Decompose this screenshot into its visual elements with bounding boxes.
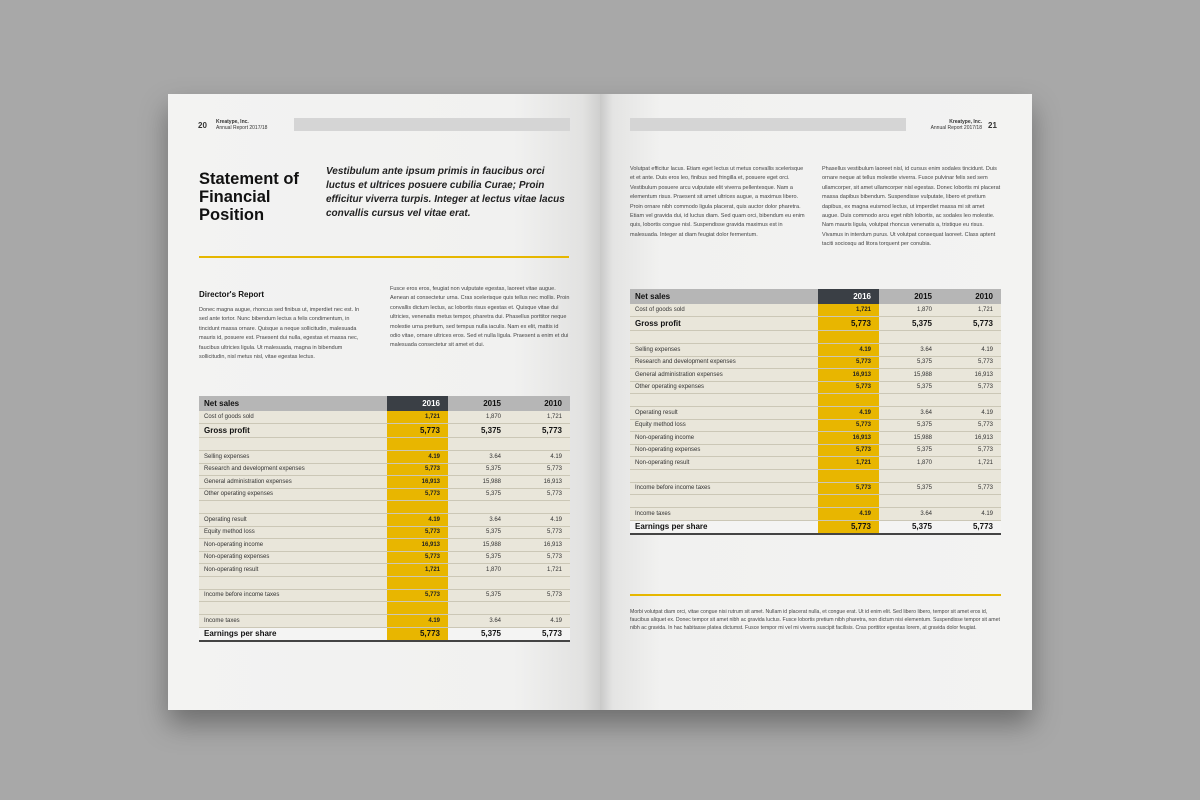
spacer-cell: [509, 501, 570, 514]
table-row: [199, 488, 570, 501]
value-2010: 5,773: [509, 488, 570, 501]
header-bar-right: [630, 118, 906, 131]
row-label: Earnings per share: [199, 627, 387, 641]
value-2015: 3.64: [448, 615, 509, 628]
value-2010: 5,773: [509, 551, 570, 564]
row-label: Non-operating income: [630, 432, 818, 445]
spacer-cell: [879, 394, 940, 407]
right-page: [600, 94, 1032, 710]
value-2016: 5,773: [818, 520, 879, 534]
spacer-cell: [387, 602, 448, 615]
value-2015: 5,375: [879, 419, 940, 432]
row-label: Equity method loss: [630, 419, 818, 432]
header-report: Annual Report 2017/18: [216, 125, 268, 131]
spacer-cell: [448, 438, 509, 451]
value-2016: 1,721: [818, 304, 879, 317]
row-label: Other operating expenses: [630, 381, 818, 394]
table-row: [630, 344, 1001, 357]
row-label: Selling expenses: [199, 451, 387, 464]
value-2016: 5,773: [818, 317, 879, 331]
value-2016: 1,721: [387, 564, 448, 577]
table-row: [199, 627, 570, 641]
table-row: [630, 457, 1001, 470]
table-row: [199, 551, 570, 564]
header-report-right: Annual Report 2017/18: [930, 125, 982, 131]
value-2015: 3.64: [879, 344, 940, 357]
running-header: [216, 119, 267, 131]
value-2015: 5,375: [879, 317, 940, 331]
value-2010: 4.19: [509, 514, 570, 527]
value-2010: 1,721: [509, 411, 570, 424]
value-2010: 4.19: [940, 344, 1001, 357]
value-2015: 3.64: [448, 451, 509, 464]
value-2016: 5,773: [818, 482, 879, 495]
value-2016: 5,773: [818, 356, 879, 369]
value-2010: 5,773: [940, 520, 1001, 534]
row-label: Cost of goods sold: [630, 304, 818, 317]
spacer-cell: [448, 576, 509, 589]
spacer-cell: [387, 576, 448, 589]
value-2015: 3.64: [879, 407, 940, 420]
value-2010: 5,773: [940, 444, 1001, 457]
row-label: Non-operating result: [199, 564, 387, 577]
row-label: Gross profit: [199, 424, 387, 438]
value-2010: 16,913: [509, 476, 570, 489]
year-2010-header: 2010: [940, 289, 1001, 304]
value-2016: 4.19: [818, 407, 879, 420]
value-2010: 5,773: [940, 317, 1001, 331]
value-2015: 1,870: [879, 457, 940, 470]
header-company: Kreatype, Inc.: [216, 119, 249, 125]
value-2016: 5,773: [387, 463, 448, 476]
value-2016: 5,773: [818, 444, 879, 457]
value-2016: 1,721: [387, 411, 448, 424]
value-2015: 5,375: [448, 488, 509, 501]
table-row: [630, 317, 1001, 331]
spacer-cell: [879, 331, 940, 344]
value-2010: 4.19: [940, 407, 1001, 420]
table-row: [630, 444, 1001, 457]
value-2010: 4.19: [509, 615, 570, 628]
spacer-cell: [199, 501, 387, 514]
value-2010: 16,913: [940, 369, 1001, 382]
value-2016: 4.19: [387, 451, 448, 464]
value-2016: 16,913: [818, 432, 879, 445]
value-2010: 5,773: [509, 463, 570, 476]
table-row: [630, 520, 1001, 534]
body-column-3: Volutpat efficitur lacus. Etiam eget lectus ut metus convallis scelerisque et et ante. Duis eros leo, finibus sed fringilla et, posuere eget orci. Vestibulum posuere arcu vulputate elit viverra pellentesque. Nam a elementum risus. Praesent sit amet ultrices augue, a maximus libero. Proin ornare nibh commodo ligula placerat, quis auctor dolor pharetra. Etiam vel gravida dui, id luctus diam. Sed quam orci, bibendum eu enim quis, lobortis congue nisl. Suspendisse gravida maximus est in malesuada. Integer at diam feugiat dolor fermentum.: [630, 166, 805, 238]
page-title: Statement of Financial Position: [199, 170, 299, 224]
footnote: Morbi volutpat diam orci, vitae congue nisi rutrum sit amet. Nullam id placerat nulla, et congue erat. Ut id enim elit. Sed libero libero, tempor sit amet eros id, faucibus aliquet ex. Donec tempor sit amet nibh ac gravida luctus. Fusce lobortis pretium nibh pharetra, non dictum nisi elementum. Suspendisse tempor sit amet nibh ac gravida. In hac habitasse platea dictumst. Fusce tempor mi vel mi viverra suscipit facilisis. Cras porttitor egestas lorem, at gravida dolor feugiat.: [630, 609, 1000, 631]
row-label: Operating result: [630, 407, 818, 420]
value-2016: 4.19: [387, 615, 448, 628]
table-row: [199, 615, 570, 628]
value-2010: 5,773: [509, 627, 570, 641]
row-label: Non-operating expenses: [630, 444, 818, 457]
value-2015: 5,375: [448, 424, 509, 438]
table-row: [630, 304, 1001, 317]
spacer-cell: [818, 331, 879, 344]
value-2015: 15,988: [879, 369, 940, 382]
value-2010: 5,773: [509, 526, 570, 539]
left-page: [168, 94, 600, 710]
value-2015: 5,375: [448, 627, 509, 641]
value-2015: 1,870: [448, 411, 509, 424]
spacer-cell: [630, 469, 818, 482]
spacer-cell: [199, 576, 387, 589]
spacer-cell: [509, 438, 570, 451]
value-2015: 5,375: [448, 463, 509, 476]
value-2015: 3.64: [448, 514, 509, 527]
value-2015: 5,375: [448, 589, 509, 602]
table-spacer-row: [630, 331, 1001, 344]
header-company-right: Kreatype, Inc.: [949, 119, 982, 125]
value-2010: 16,913: [940, 432, 1001, 445]
row-label: Cost of goods sold: [199, 411, 387, 424]
spacer-cell: [448, 602, 509, 615]
value-2015: 5,375: [879, 520, 940, 534]
table-spacer-row: [199, 438, 570, 451]
table-spacer-row: [630, 469, 1001, 482]
value-2010: 4.19: [940, 508, 1001, 521]
row-label: Income taxes: [630, 508, 818, 521]
spacer-cell: [630, 331, 818, 344]
value-2010: 16,913: [509, 539, 570, 552]
row-label: Selling expenses: [630, 344, 818, 357]
value-2016: 4.19: [818, 344, 879, 357]
value-2016: 1,721: [818, 457, 879, 470]
value-2016: 4.19: [818, 508, 879, 521]
value-2010: 5,773: [509, 589, 570, 602]
financial-table-right: [630, 289, 1001, 535]
table-row: [199, 564, 570, 577]
year-2015-header: 2015: [448, 396, 509, 411]
table-row: [630, 356, 1001, 369]
table-row: [630, 407, 1001, 420]
value-2015: 5,375: [879, 356, 940, 369]
table-row: [199, 539, 570, 552]
spacer-cell: [879, 495, 940, 508]
value-2016: 5,773: [818, 381, 879, 394]
spacer-cell: [940, 469, 1001, 482]
row-label: General administration expenses: [199, 476, 387, 489]
table-spacer-row: [630, 495, 1001, 508]
row-label: Research and development expenses: [199, 463, 387, 476]
spacer-cell: [818, 469, 879, 482]
table-row: [199, 526, 570, 539]
table-spacer-row: [630, 394, 1001, 407]
body-column-1: Donec magna augue, rhoncus sed finibus ut, imperdiet nec est. In sed ante tortor. Nunc bibendum lectus a felis condimentum, in tincidunt massa ornare. Quisque a neque sollicitudin, malesuada mauris id, posuere est. Praesent dui nulla, egestas et massa nec, faucibus ultricies ligula. Ut malesuada, magna in bibendum sollicitudin, nisl metus nisl, vitae egestas lectus.: [199, 307, 360, 361]
spacer-cell: [818, 394, 879, 407]
table-row: [199, 411, 570, 424]
table-spacer-row: [199, 602, 570, 615]
row-label: Earnings per share: [630, 520, 818, 534]
table-row: [630, 369, 1001, 382]
value-2016: 4.19: [387, 514, 448, 527]
value-2010: 5,773: [940, 482, 1001, 495]
table-row: [630, 381, 1001, 394]
value-2016: 16,913: [387, 476, 448, 489]
body-column-2: Fusce eros eros, feugiat non vulputate egestas, laoreet vitae augue. Aenean at consectetur urna. Cras scelerisque quis tellus nec mollis. Proin convallis dictum lectus, ac lobortis risus egestas et. Quisque vitae dui ultricies, venenatis metus tempor, pharetra dui. Phasellus porttitor neque molestie urna pretium, sed tempus nulla iaculis. Nam ex elit, mattis id odio vitae, ornare ultrices eros. Sed et nulla ligula. Praesent a enim et dui malesuada consectetur sit amet et dui.: [390, 286, 570, 349]
table-row: [199, 451, 570, 464]
table-row: [630, 419, 1001, 432]
running-header-right: [916, 119, 982, 131]
value-2015: 3.64: [879, 508, 940, 521]
value-2016: 5,773: [387, 488, 448, 501]
value-2015: 15,988: [448, 476, 509, 489]
value-2015: 5,375: [448, 551, 509, 564]
spacer-cell: [387, 501, 448, 514]
table-header-label: Net sales: [199, 396, 387, 411]
spacer-cell: [940, 394, 1001, 407]
value-2016: 5,773: [818, 419, 879, 432]
accent-rule-right: [630, 594, 1001, 596]
row-label: Income taxes: [199, 615, 387, 628]
year-2016-header: 2016: [387, 396, 448, 411]
value-2015: 1,870: [879, 304, 940, 317]
table-spacer-row: [199, 501, 570, 514]
value-2010: 4.19: [509, 451, 570, 464]
row-label: Income before income taxes: [630, 482, 818, 495]
lead-paragraph: Vestibulum ante ipsum primis in faucibus orci luctus et ultrices posuere cubilia Curae; Proin efficitur viverra turpis. Integer at lectus vitae lacus convallis cursus vel vitae erat.: [326, 166, 565, 219]
accent-rule: [199, 256, 569, 258]
header-bar: [294, 118, 570, 131]
year-2016-header: 2016: [818, 289, 879, 304]
page-number-right: 21: [988, 121, 997, 130]
value-2015: 1,870: [448, 564, 509, 577]
table-row: [199, 424, 570, 438]
value-2010: 5,773: [509, 424, 570, 438]
value-2016: 5,773: [387, 551, 448, 564]
spacer-cell: [509, 602, 570, 615]
page-number: 20: [198, 121, 207, 130]
value-2010: 1,721: [940, 457, 1001, 470]
table-row: [630, 432, 1001, 445]
value-2010: 1,721: [509, 564, 570, 577]
value-2010: 5,773: [940, 356, 1001, 369]
row-label: Non-operating income: [199, 539, 387, 552]
value-2010: 5,773: [940, 419, 1001, 432]
value-2010: 1,721: [940, 304, 1001, 317]
spacer-cell: [940, 331, 1001, 344]
spacer-cell: [387, 438, 448, 451]
body-column-4: Phasellus vestibulum laoreet nisl, id cursus enim sodales tincidunt. Duis ornare neque at tellus molestie viverra. Fusce pulvinar felis sed sem ullamcorper, sit amet ullamcorper nisl egestas. Donec lobortis mi placerat massa dapibus bibendum. Suspendisse vulputate, libero et pretium dapibus, ex magna euismod lectus, ut imperdiet massa mi sit amet augue. Duis commodo arcu eget nibh lobortis, ac sodales leo molestie. Nam mauris ligula, volutpat rhoncus venenatis a, tristique eu risus. Vivamus in interdum purus. Ut volutpat consequat laoreet. Class aptent taciti sociosqu ad litora torquent per conubia.: [822, 166, 1001, 248]
row-label: Gross profit: [630, 317, 818, 331]
spacer-cell: [509, 576, 570, 589]
value-2015: 15,988: [448, 539, 509, 552]
row-label: Operating result: [199, 514, 387, 527]
spacer-cell: [879, 469, 940, 482]
row-label: Non-operating result: [630, 457, 818, 470]
row-label: General administration expenses: [630, 369, 818, 382]
value-2016: 16,913: [818, 369, 879, 382]
value-2016: 5,773: [387, 424, 448, 438]
value-2010: 5,773: [940, 381, 1001, 394]
value-2015: 5,375: [879, 482, 940, 495]
table-row: [199, 514, 570, 527]
row-label: Other operating expenses: [199, 488, 387, 501]
value-2015: 5,375: [879, 381, 940, 394]
spacer-cell: [630, 394, 818, 407]
spacer-cell: [940, 495, 1001, 508]
financial-table-left: [199, 396, 570, 642]
row-label: Equity method loss: [199, 526, 387, 539]
report-spread: [168, 94, 1032, 710]
value-2016: 16,913: [387, 539, 448, 552]
year-2010-header: 2010: [509, 396, 570, 411]
value-2016: 5,773: [387, 589, 448, 602]
table-row: [630, 482, 1001, 495]
spacer-cell: [818, 495, 879, 508]
table-row: [199, 463, 570, 476]
table-row: [630, 508, 1001, 521]
value-2015: 5,375: [879, 444, 940, 457]
value-2015: 5,375: [448, 526, 509, 539]
year-2015-header: 2015: [879, 289, 940, 304]
value-2016: 5,773: [387, 627, 448, 641]
section-heading: Director's Report: [199, 290, 265, 299]
spacer-cell: [199, 438, 387, 451]
table-row: [199, 476, 570, 489]
spacer-cell: [199, 602, 387, 615]
row-label: Income before income taxes: [199, 589, 387, 602]
row-label: Research and development expenses: [630, 356, 818, 369]
row-label: Non-operating expenses: [199, 551, 387, 564]
table-spacer-row: [199, 576, 570, 589]
spacer-cell: [630, 495, 818, 508]
table-header-label: Net sales: [630, 289, 818, 304]
value-2015: 15,988: [879, 432, 940, 445]
value-2016: 5,773: [387, 526, 448, 539]
spacer-cell: [448, 501, 509, 514]
table-row: [199, 589, 570, 602]
